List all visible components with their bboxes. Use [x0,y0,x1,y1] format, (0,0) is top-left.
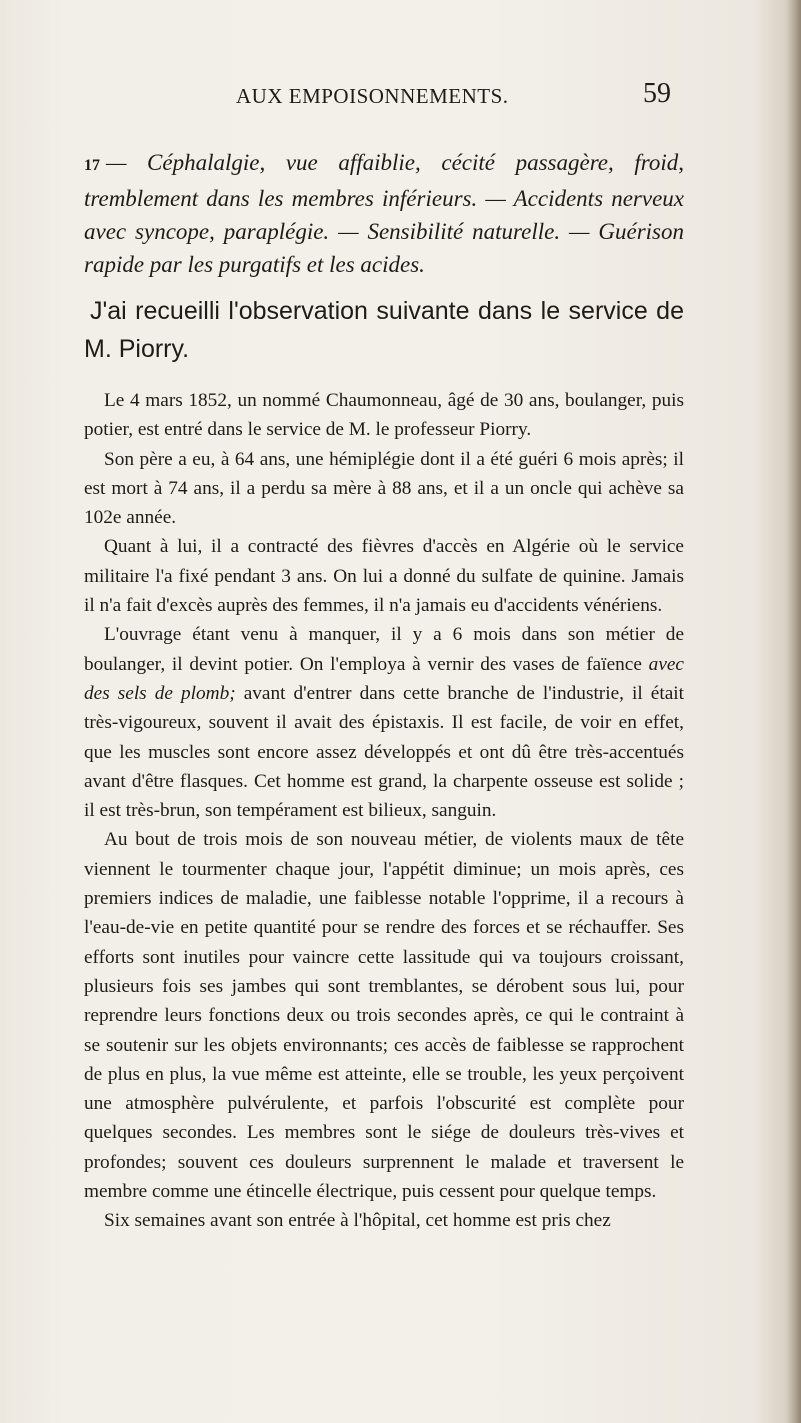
paragraph-part: L'ouvrage étant venu à manquer, il y a 6 mois dans son métier de boulanger, il devint potier. On l'employa à vernir des vases de faïence [84,624,684,675]
paragraph: Au bout de trois mois de son nouveau métier, de violents maux de tête viennent le tourmenter chaque jour, l'appétit diminue; un mois après, ces premiers indices de maladie, une faiblesse notable l'opprime, il a recours à l'eau-de-vie en petite quantité pour se rendre des forces et se réchauffer. Ses efforts sont inutiles pour vaincre cette lassitude qui va toujours croissant, plusieurs fois ses jambes qui sont tremblantes, se dérobent sous lui, pour reprendre leurs fonctions deux ou trois secondes après, ce qui le contraint à se soutenir sur les objets environnants; ces accès de faiblesse se rapprochent de plus en plus, la vue même est atteinte, elle se trouble, les yeux perçoivent une atmosphère pulvérulente, et parfois l'obscurité est complète pour quelques secondes. Les membres sont le siége de douleurs très-vives et profondes; souvent ces douleurs surprennent le malade et traversent le membre comme une étincelle électrique, puis cessent pour quelque temps. [84,829,684,1203]
case-number: 17 [84,157,100,174]
paragraph-part: avant d'entrer dans cette branche de l'industrie, il était très-vigoureux, souvent il avait des épistaxis. Il est facile, de voir en effet, que les muscles sont encore assez développés et ont dû être très-accentués avant d'être flasques. Cet homme est grand, la charpente osseuse est solide ; il est très-brun, son tempérament est bilieux, sanguin. [84,682,684,822]
paragraph: Son père a eu, à 64 ans, une hémiplégie dont il a été guéri 6 mois après; il est mort à 74 ans, il a perdu sa mère à 88 ans, et il a un oncle qui achève sa 102e année. [84,448,684,529]
emphasis-lead-salts: avec des sels de plomb; [84,653,684,704]
observation-text [84,386,684,1236]
page-edge-shadow [787,0,801,1423]
paragraph: Six semaines avant son entrée à l'hôpital, cet homme est pris chez [104,1210,611,1232]
intro-sentence: J'ai recueilli l'observation suivante dans le service de M. Piorry. [84,297,684,363]
page-number: 59 [643,78,671,109]
paragraph: Quant à lui, il a contracté des fièvres d'accès en Algérie où le service militaire l'a fixé pendant 3 ans. On lui a donné du sulfate de quinine. Jamais il n'a fait d'excès auprès des femmes, il n'a jamais eu d'accidents vénériens. [84,536,684,617]
running-head [0,78,801,114]
running-title: AUX EMPOISONNEMENTS. [236,84,509,108]
paragraph: Le 4 mars 1852, un nommé Chaumonneau, âgé de 30 ans, boulanger, puis potier, est entré dans le service de M. le professeur Piorry. [84,390,684,441]
paragraph [84,620,684,825]
case-summary-text: — Céphalalgie, vue affaiblie, cécité passagère, froid, tremblement dans les membres inférieurs. — Accidents nerveux avec syncope, paraplégie. — Sensibilité naturelle. — Guérison rapide par les purgatifs et les acides. [84,150,684,277]
case-summary [84,146,684,281]
